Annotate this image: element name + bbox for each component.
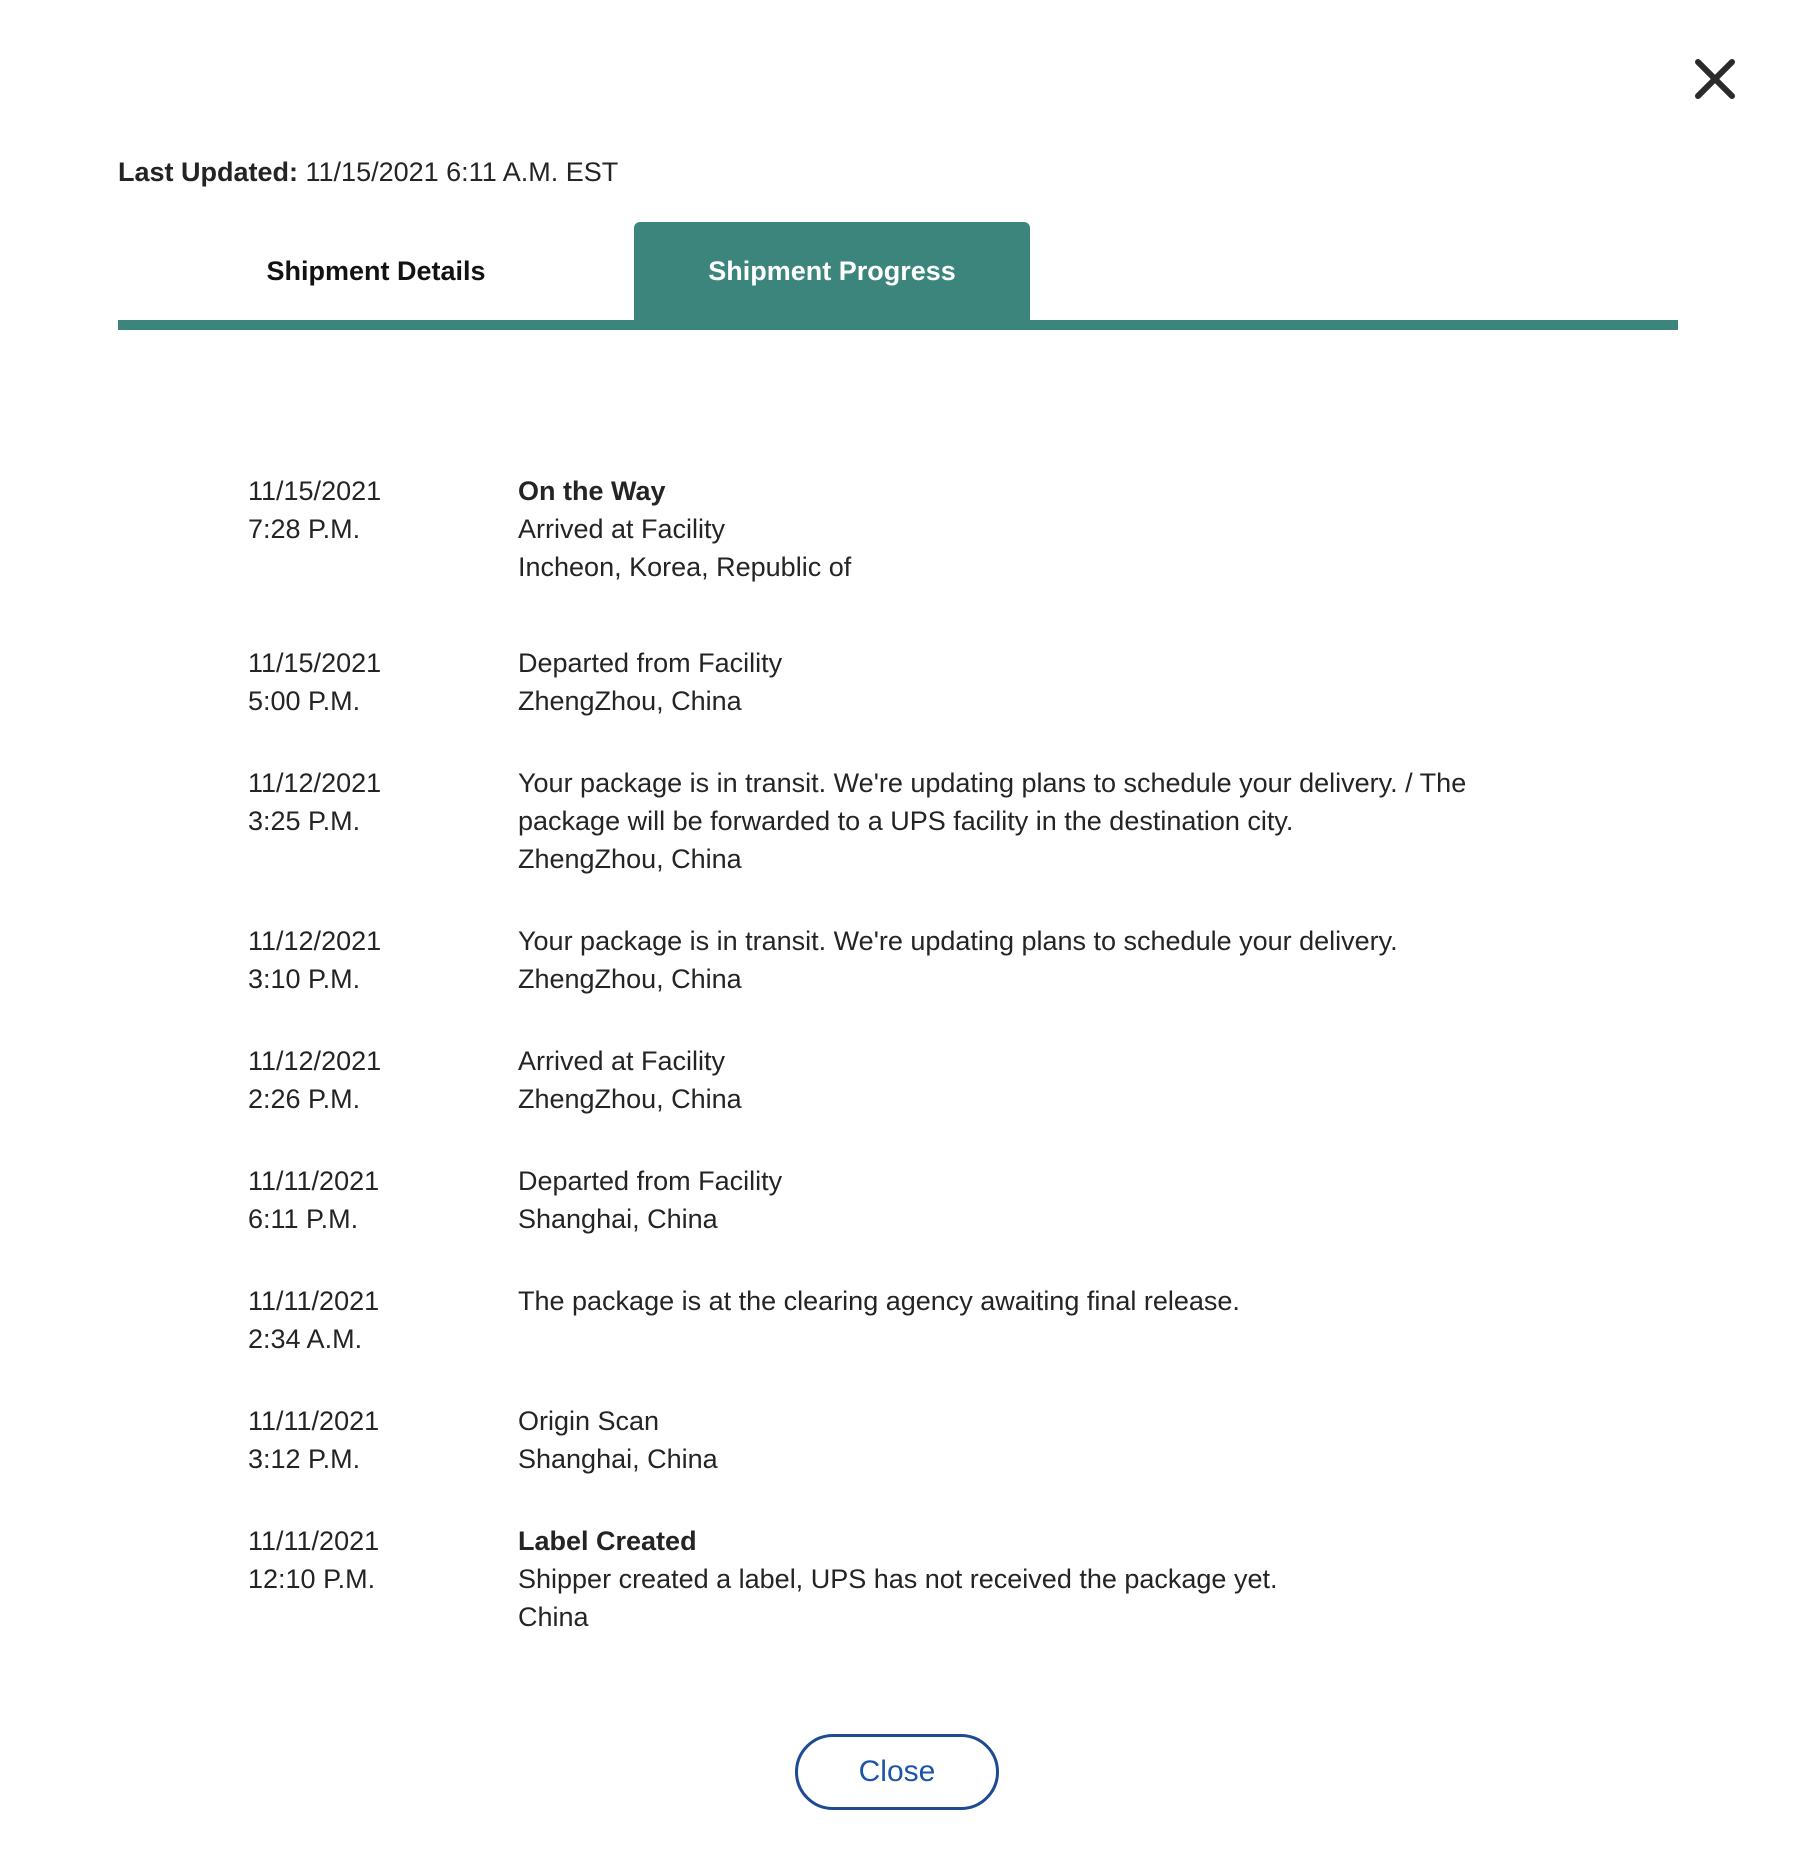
tab-underline <box>118 320 1678 330</box>
event-description: The package is at the clearing agency awaiting final release. <box>518 1286 1240 1316</box>
event-date: 11/15/2021 <box>248 476 382 506</box>
event-location: ZhengZhou, China <box>518 686 742 716</box>
event-description-continued: package will be forwarded to a UPS facility in the destination city. <box>518 806 1294 836</box>
event-date: 11/12/2021 <box>248 1046 382 1076</box>
event-time: 7:28 P.M. <box>248 514 361 544</box>
progress-event <box>248 1042 1548 1118</box>
last-updated-value: 11/15/2021 6:11 A.M. EST <box>305 157 619 187</box>
event-description: Arrived at Facility <box>518 1046 726 1076</box>
event-description: Shipper created a label, UPS has not received the package yet. <box>518 1564 1278 1594</box>
event-date: 11/12/2021 <box>248 926 382 956</box>
event-time: 6:11 P.M. <box>248 1204 359 1234</box>
event-location: ZhengZhou, China <box>518 844 742 874</box>
progress-event <box>248 1522 1548 1636</box>
event-description: Your package is in transit. We're updating plans to schedule your delivery. / The <box>518 768 1467 798</box>
event-time: 3:12 P.M. <box>248 1444 361 1474</box>
event-time: 3:10 P.M. <box>248 964 361 994</box>
event-time: 2:34 A.M. <box>248 1324 363 1354</box>
event-description: Arrived at Facility <box>518 514 726 544</box>
event-description: Departed from Facility <box>518 648 783 678</box>
event-date: 11/11/2021 <box>248 1526 380 1556</box>
progress-event <box>248 1282 1548 1358</box>
event-location: China <box>518 1602 589 1632</box>
event-date: 11/11/2021 <box>248 1286 380 1316</box>
event-date: 11/15/2021 <box>248 648 382 678</box>
progress-event <box>248 764 1548 878</box>
event-date: 11/12/2021 <box>248 768 382 798</box>
progress-event <box>248 472 1548 586</box>
event-status: Label Created <box>518 1526 697 1556</box>
close-button[interactable]: Close <box>795 1734 999 1810</box>
tab-shipment-progress[interactable]: Shipment Progress <box>634 222 1030 320</box>
event-status: On the Way <box>518 476 666 506</box>
event-location: Shanghai, China <box>518 1444 718 1474</box>
progress-event <box>248 1402 1548 1478</box>
event-description: Your package is in transit. We're updating plans to schedule your delivery. <box>518 926 1398 956</box>
event-time: 2:26 P.M. <box>248 1084 361 1114</box>
event-location: ZhengZhou, China <box>518 1084 742 1114</box>
event-location: Shanghai, China <box>518 1204 718 1234</box>
progress-event <box>248 1162 1548 1238</box>
tab-shipment-details[interactable]: Shipment Details <box>266 255 486 286</box>
progress-event <box>248 922 1548 998</box>
close-icon[interactable] <box>1690 54 1740 104</box>
event-time: 3:25 P.M. <box>248 806 361 836</box>
shipment-progress-list <box>248 472 1548 1636</box>
event-date: 11/11/2021 <box>248 1406 380 1436</box>
event-description: Departed from Facility <box>518 1166 783 1196</box>
tab-bar <box>118 222 1678 330</box>
last-updated-label: Last Updated: <box>118 157 299 187</box>
event-description: Origin Scan <box>518 1406 660 1436</box>
event-time: 5:00 P.M. <box>248 686 361 716</box>
event-location: Incheon, Korea, Republic of <box>518 552 852 582</box>
last-updated <box>118 154 618 190</box>
event-date: 11/11/2021 <box>248 1166 380 1196</box>
event-time: 12:10 P.M. <box>248 1564 376 1594</box>
progress-event <box>248 644 1548 720</box>
event-location: ZhengZhou, China <box>518 964 742 994</box>
